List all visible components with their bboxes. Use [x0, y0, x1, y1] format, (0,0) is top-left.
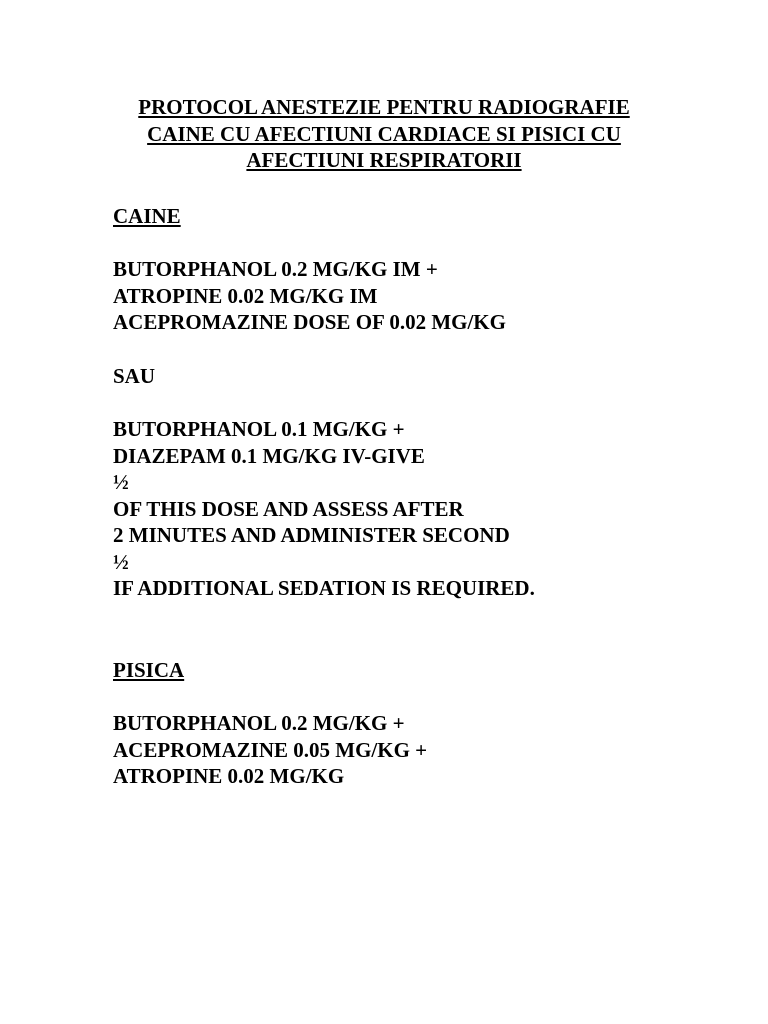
- caine-heading: CAINE: [113, 204, 181, 228]
- dose-line: OF THIS DOSE AND ASSESS AFTER: [113, 496, 464, 521]
- dose-line: ATROPINE 0.02 MG/KG IM: [113, 283, 378, 308]
- document-title: [60, 94, 708, 174]
- dose-line: BUTORPHANOL 0.2 MG/KG +: [113, 711, 405, 735]
- title-line: CAINE CU AFECTIUNI CARDIACE SI PISICI CU: [147, 121, 621, 146]
- dose-line: ACEPROMAZINE DOSE OF 0.02 MG/KG: [113, 310, 506, 334]
- dose-line: BUTORPHANOL 0.1 MG/KG +: [113, 417, 405, 441]
- or-separator: SAU: [113, 364, 156, 388]
- dose-line: IF ADDITIONAL SEDATION IS REQUIRED.: [113, 576, 535, 600]
- pisica-protocol: [113, 710, 427, 790]
- dose-line: BUTORPHANOL 0.2 MG/KG IM +: [113, 257, 438, 281]
- title-line: PROTOCOL ANESTEZIE PENTRU RADIOGRAFIE: [138, 95, 630, 119]
- title-line: AFECTIUNI RESPIRATORII: [246, 148, 522, 172]
- dose-line: ACEPROMAZINE 0.05 MG/KG +: [113, 737, 428, 762]
- dose-line: ½: [113, 549, 129, 574]
- dose-line: ½: [113, 470, 129, 494]
- dose-line: 2 MINUTES AND ADMINISTER SECOND: [113, 523, 510, 547]
- pisica-heading: PISICA: [113, 658, 185, 682]
- caine-option1: [113, 256, 506, 336]
- dose-line: ATROPINE 0.02 MG/KG: [113, 764, 345, 788]
- dose-line: DIAZEPAM 0.1 MG/KG IV-GIVE: [113, 443, 425, 468]
- caine-option2: [113, 416, 535, 602]
